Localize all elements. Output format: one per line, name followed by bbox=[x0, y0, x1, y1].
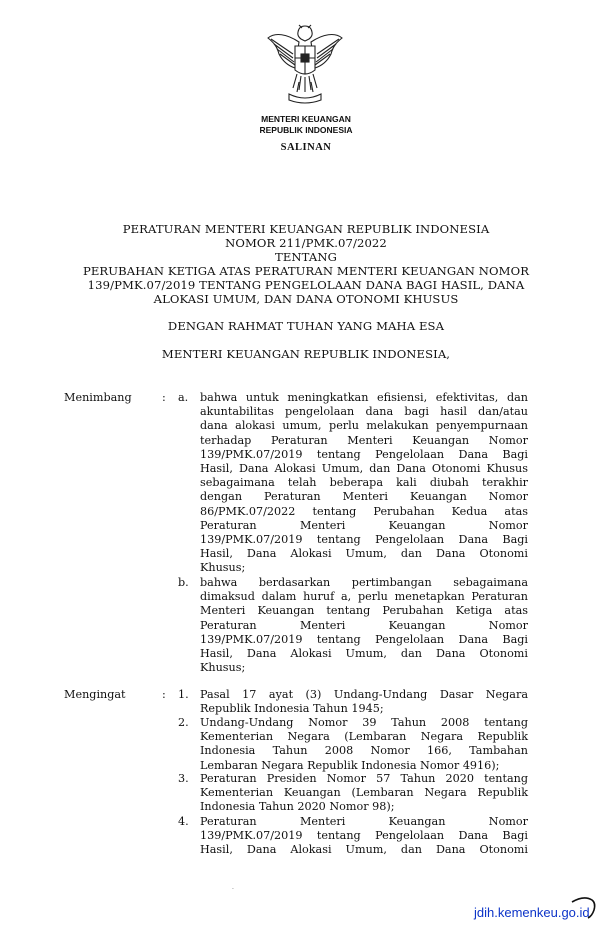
text-line: Kementerian Keuangan (Lembaran Negara Republik bbox=[200, 786, 528, 800]
text-line: Kementerian Negara (Lembaran Negara Republik bbox=[200, 730, 528, 744]
minister-name-line1: MENTERI KEUANGAN bbox=[261, 114, 351, 124]
text-line: Indonesia Tahun 2008 Nomor 166, Tambahan bbox=[200, 744, 528, 758]
mengingat-4-mark: 4. bbox=[178, 815, 189, 828]
menimbang-a-mark: a. bbox=[178, 391, 189, 404]
mengingat-2-text bbox=[200, 716, 528, 773]
menimbang-b-text bbox=[200, 576, 528, 675]
mengingat-1-mark: 1. bbox=[178, 688, 189, 701]
text-line: Indonesia Tahun 2020 Nomor 98); bbox=[200, 800, 395, 814]
text-line: Hasil, Dana Alokasi Umum, dan Dana Otonomi bbox=[200, 647, 528, 661]
text-line: Lembaran Negara Republik Indonesia Nomor 4916); bbox=[200, 758, 500, 772]
garuda-emblem-icon bbox=[265, 22, 345, 108]
menimbang-b-mark: b. bbox=[178, 576, 189, 589]
text-line: Undang-Undang Nomor 39 Tahun 2008 tentang bbox=[200, 716, 528, 729]
text-line: 86/PMK.07/2022 tentang Perubahan Kedua atas bbox=[200, 504, 528, 518]
text-line: Khusus; bbox=[200, 561, 246, 575]
text-line: Peraturan Menteri Keuangan Nomor bbox=[200, 618, 528, 632]
menimbang-label: Menimbang bbox=[64, 391, 132, 404]
text-line: bahwa untuk meningkatkan efisiensi, efektivitas, dan bbox=[200, 391, 528, 404]
text-line: sebagaimana telah beberapa kali diubah terakhir bbox=[200, 476, 528, 490]
text-line: dengan Peraturan Menteri Keuangan Nomor bbox=[200, 490, 528, 504]
watermark-swoosh-icon bbox=[570, 894, 598, 920]
text-line: Menteri Keuangan tentang Perubahan Ketiga atas bbox=[200, 604, 528, 618]
mengingat-4-text bbox=[200, 815, 528, 858]
text-line: Hasil, Dana Alokasi Umum, dan Dana Otonomi bbox=[200, 843, 528, 857]
mengingat-3-mark: 3. bbox=[178, 772, 189, 785]
text-line: dimaksud dalam huruf a, perlu menetapkan Peraturan bbox=[200, 590, 528, 604]
source-watermark-link[interactable]: jdih.kemenkeu.go.id bbox=[474, 905, 590, 920]
text-line: 139/PMK.07/2019 tentang Pengelolaan Dana Bagi bbox=[200, 632, 528, 646]
text-line: bahwa berdasarkan pertimbangan sebagaimana bbox=[200, 576, 528, 589]
text-line: dana alokasi umum, perlu melakukan penyempurnaan bbox=[200, 419, 528, 433]
text-line: Peraturan Presiden Nomor 57 Tahun 2020 tentang bbox=[200, 772, 528, 785]
regulation-subject-line1: PERUBAHAN KETIGA ATAS PERATURAN MENTERI KEUANGAN NOMOR bbox=[82, 264, 530, 278]
regulation-title-line1: PERATURAN MENTERI KEUANGAN REPUBLIK INDONESIA bbox=[122, 222, 490, 236]
mengingat-3-text bbox=[200, 772, 528, 815]
text-line: 139/PMK.07/2019 tentang Pengelolaan Dana Bagi bbox=[200, 447, 528, 461]
mengingat-2-mark: 2. bbox=[178, 716, 189, 729]
menimbang-colon: : bbox=[162, 391, 166, 404]
regulation-subject-line2: 139/PMK.07/2019 TENTANG PENGELOLAAN DANA BAGI HASIL, DANA bbox=[87, 278, 525, 292]
text-line: Hasil, Dana Alokasi Umum, dan Dana Otonomi Khusus bbox=[200, 462, 528, 476]
text-line: Republik Indonesia Tahun 1945; bbox=[200, 702, 384, 716]
menimbang-a-text bbox=[200, 391, 528, 576]
regulation-number: NOMOR 211/PMK.07/2022 bbox=[225, 236, 387, 250]
regulation-tentang: TENTANG bbox=[275, 250, 337, 264]
text-line: 139/PMK.07/2019 tentang Pengelolaan Dana Bagi bbox=[200, 533, 528, 547]
text-line: akuntabilitas pengelolaan dana bagi hasil dan/atau bbox=[200, 405, 528, 419]
mengingat-label: Mengingat bbox=[64, 688, 126, 701]
regulation-subject-line3: ALOKASI UMUM, DAN DANA OTONOMI KHUSUS bbox=[153, 292, 459, 306]
text-line: Peraturan Menteri Keuangan Nomor bbox=[200, 815, 528, 828]
mengingat-1-text bbox=[200, 688, 528, 716]
text-line: Pasal 17 ayat (3) Undang-Undang Dasar Negara bbox=[200, 688, 528, 701]
text-line: Peraturan Menteri Keuangan Nomor bbox=[200, 518, 528, 532]
stray-dot: . bbox=[232, 884, 234, 891]
minister-name-line2: REPUBLIK INDONESIA bbox=[259, 125, 353, 135]
text-line: 139/PMK.07/2019 tentang Pengelolaan Dana Bagi bbox=[200, 829, 528, 843]
copy-label: SALINAN bbox=[280, 142, 332, 153]
mengingat-colon: : bbox=[162, 688, 166, 701]
text-line: terhadap Peraturan Menteri Keuangan Nomor bbox=[200, 433, 528, 447]
text-line: Khusus; bbox=[200, 661, 246, 675]
text-line: Hasil, Dana Alokasi Umum, dan Dana Otonomi bbox=[200, 547, 528, 561]
authority-line: MENTERI KEUANGAN REPUBLIK INDONESIA, bbox=[161, 347, 451, 361]
blessing-line: DENGAN RAHMAT TUHAN YANG MAHA ESA bbox=[167, 319, 445, 333]
